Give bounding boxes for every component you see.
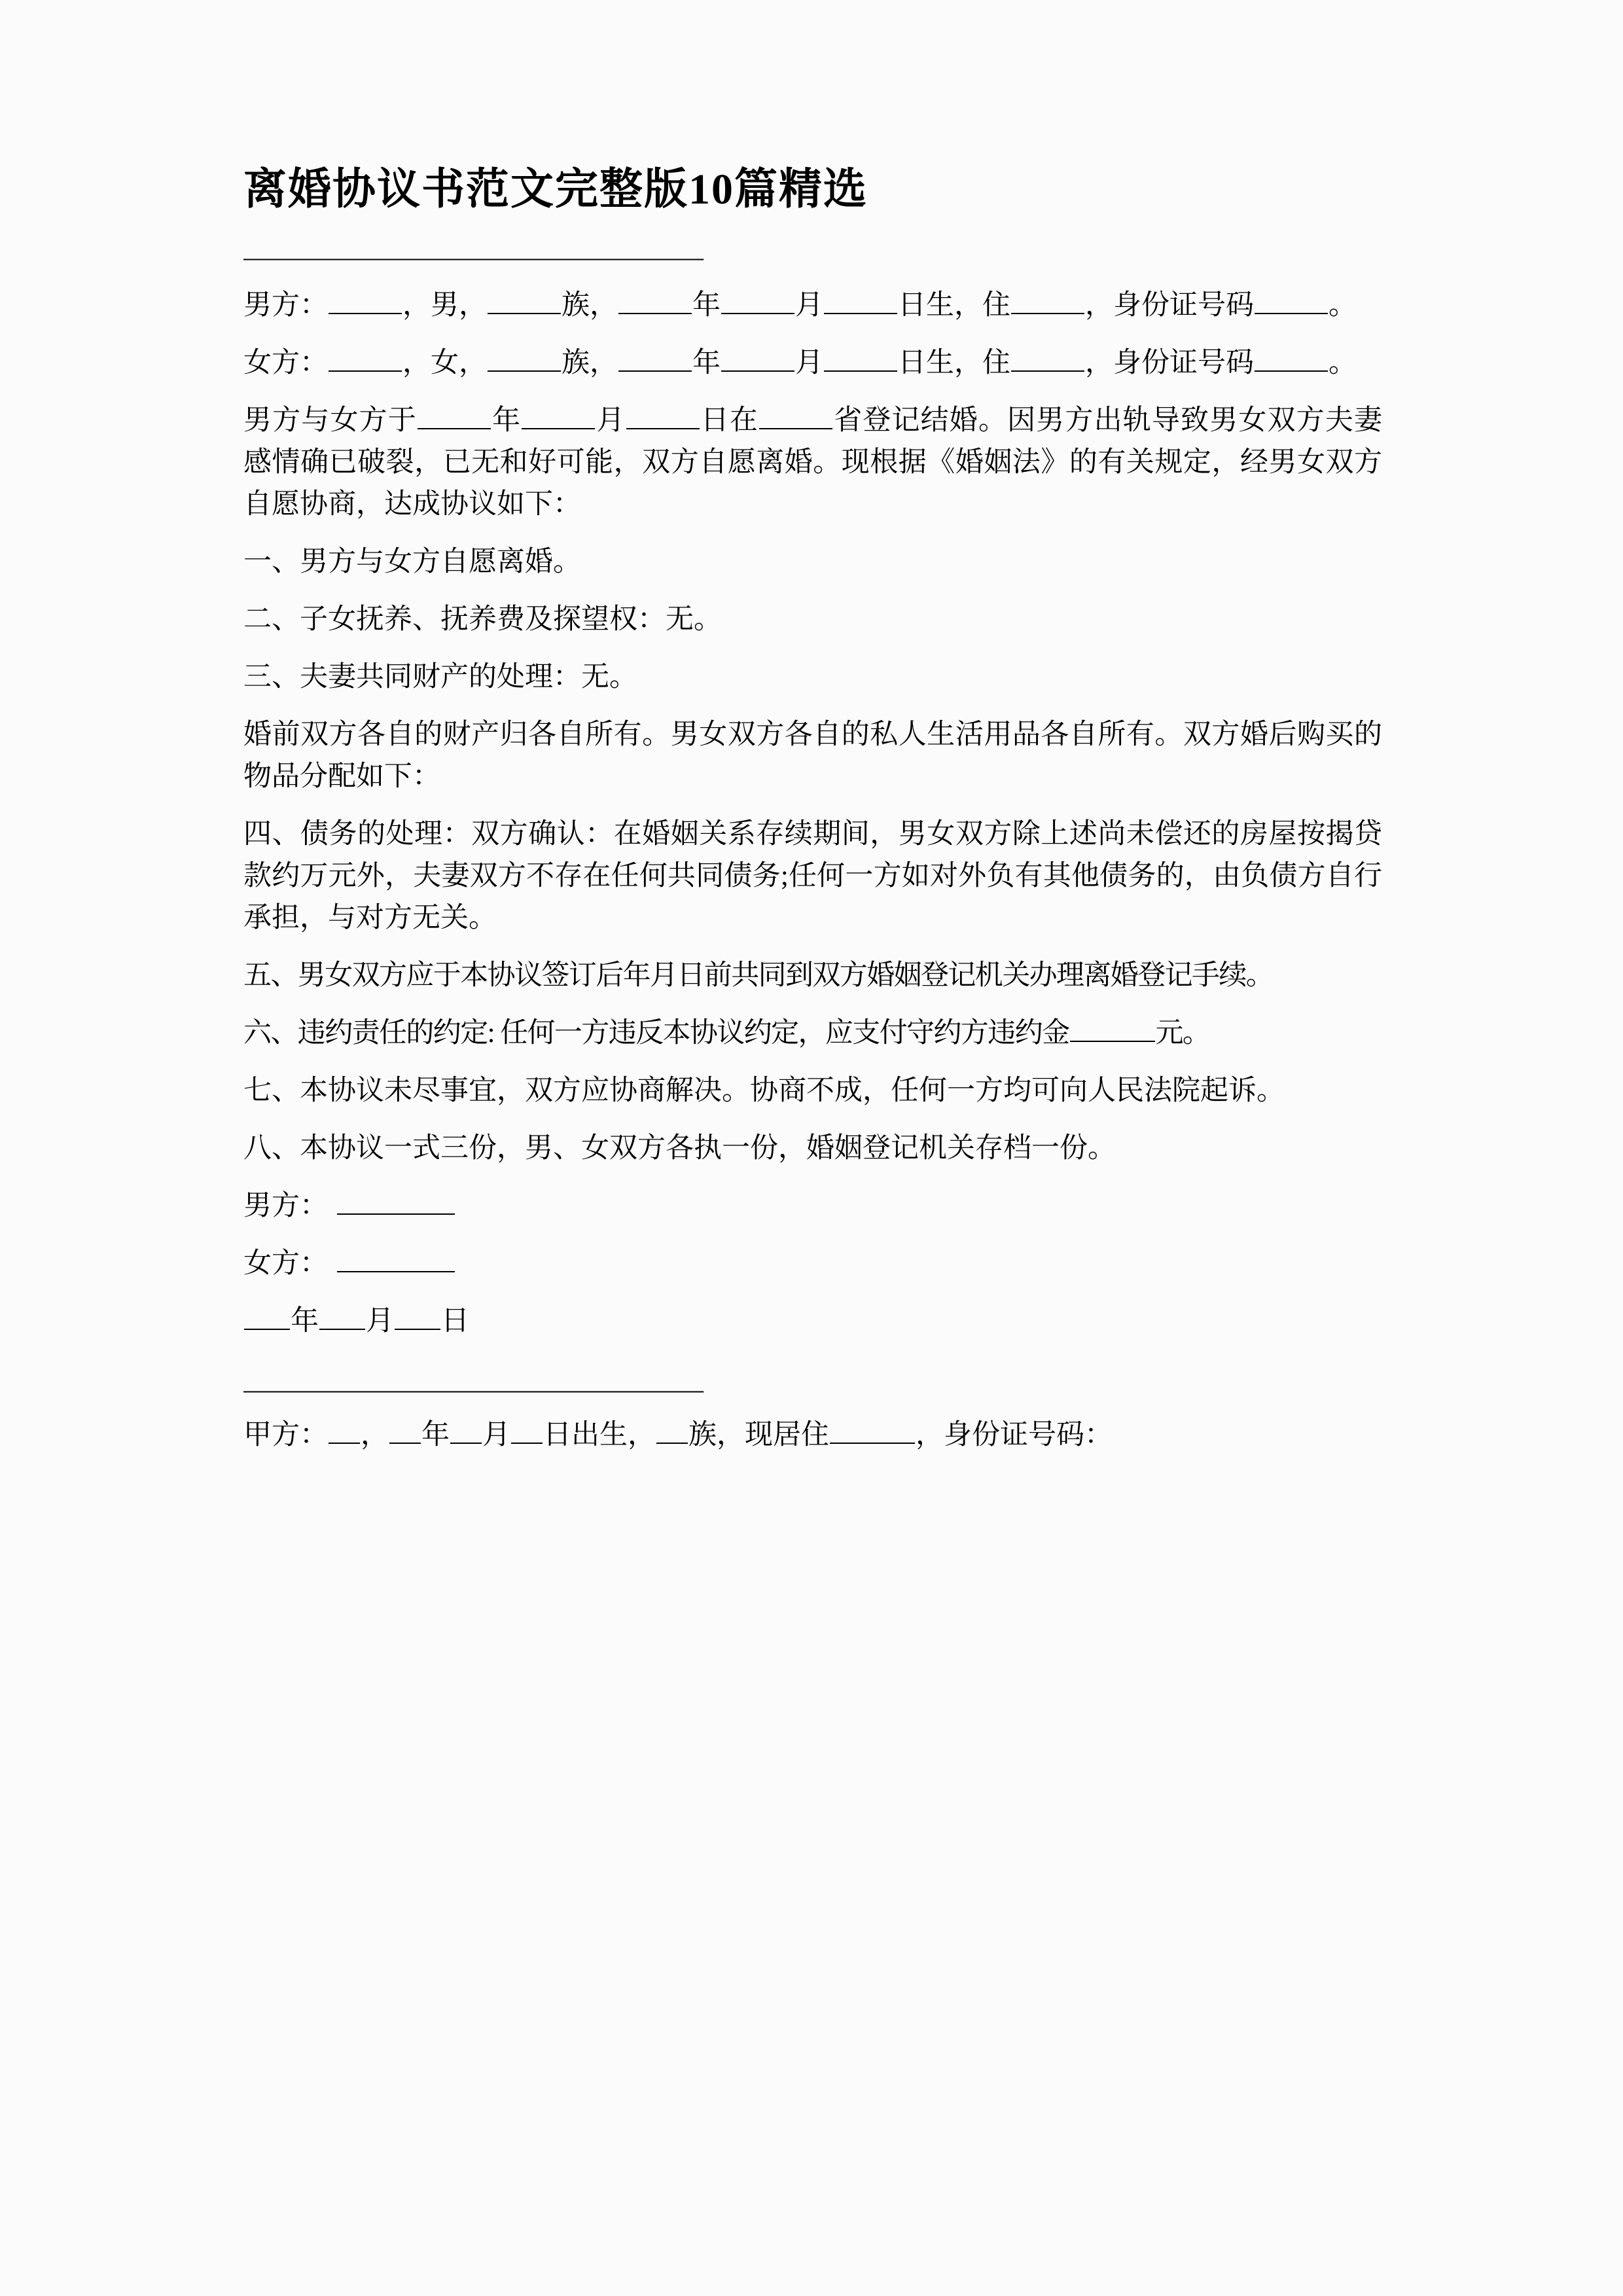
marriage-province-blank[interactable] [759,402,832,429]
female-birth-day-blank[interactable] [824,344,897,372]
clause-two: 二、子女抚养、抚养费及探望权：无。 [243,604,722,636]
party-a-address-blank[interactable] [830,1416,915,1444]
male-birth-month-blank[interactable] [721,287,794,314]
signature-male-blank[interactable] [337,1187,455,1215]
marriage-intro-text: 男方与女方于 [243,405,417,437]
party-a-year-blank[interactable] [389,1416,421,1444]
clause-seven: 七、本协议未尽事宜，双方应协商解决。协商不成，任何一方均可向人民法院起诉。 [243,1075,1285,1107]
marriage-year-blank[interactable] [418,402,491,429]
male-gender-text: ，男， [402,290,487,321]
clause-four: 四、债务的处理：双方确认：在婚姻关系存续期间，男女双方除上述尚未偿还的房屋按揭贷款约万元外，夫妻双方不存在任何共同债务;任何一方如对外负有其他债务的，由负债方自行承担，与对方无关。 [243,819,1382,934]
document-content [243,0,1382,1464]
male-birth-day-blank[interactable] [824,287,897,314]
male-id-blank[interactable] [1255,287,1328,314]
clause-six [243,1005,1382,1062]
party-a-year-text: 年 [421,1420,450,1451]
paragraph-party-a [243,1407,1382,1464]
female-birth-month-blank[interactable] [721,344,794,372]
party-a-id-label: ，身份证号码： [916,1420,1113,1451]
party-a-birth-text: 日出生， [543,1420,656,1451]
male-ethnicity-text: 族， [562,290,618,321]
female-ethnicity-text: 族， [562,348,618,379]
divider-bottom: —————————————————— [243,1374,703,1405]
clause-five: 五、男女双方应于本协议签订后年月日前共同到双方婚姻登记机关办理离婚登记手续。 [243,960,1274,992]
female-address-blank[interactable] [1011,344,1084,372]
signature-year-text: 年 [291,1306,319,1337]
signature-day-text: 日 [441,1306,469,1337]
signature-year-blank[interactable] [244,1302,290,1330]
marriage-month-blank[interactable] [522,402,595,429]
penalty-amount-blank[interactable] [1070,1014,1155,1042]
paragraph-male-party [243,277,1382,334]
signature-male [243,1177,1382,1235]
signature-female-label: 女方： [243,1248,328,1280]
marriage-body-text: 省登记结婚。因男方出轨导致男女双方夫妻感情确已破裂，已无和好可能，双方自愿离婚。现根据《婚姻法》的有关规定，经男女双方自愿协商，达成协议如下： [243,405,1382,520]
party-a-month-blank[interactable] [450,1416,482,1444]
divider-top: —————————————————— [243,242,703,272]
male-name-blank[interactable] [329,287,402,314]
female-period: 。 [1329,348,1357,379]
page-title: 离婚协议书范文完整版10篇精选 [243,166,868,213]
clause-three: 三、夫妻共同财产的处理：无。 [243,662,637,693]
male-period: 。 [1329,290,1357,321]
marriage-day-blank[interactable] [626,402,700,429]
signature-month-blank[interactable] [319,1302,365,1330]
paragraph-marriage-registration [243,392,1382,533]
signature-date [243,1293,1382,1350]
male-id-label: ，身份证号码 [1085,290,1254,321]
female-day-text: 日生，住 [898,348,1010,379]
female-ethnicity-blank[interactable] [488,344,561,372]
party-a-month-text: 月 [482,1420,510,1451]
clause-six-text: 六、违约责任的约定: 任何一方违反本协议约定，应支付守约方违约金 [243,1018,1069,1049]
marriage-day-text: 日在 [700,405,759,437]
female-party-label: 女方： [243,348,328,379]
party-a-label: 甲方： [243,1420,328,1451]
clause-six-unit: 元。 [1155,1018,1210,1049]
signature-day-blank[interactable] [395,1302,440,1330]
female-id-label: ，身份证号码 [1085,348,1254,379]
signature-male-label: 男方： [243,1191,328,1222]
male-year-text: 年 [692,290,721,321]
signature-female [243,1235,1382,1293]
male-ethnicity-blank[interactable] [488,287,561,314]
female-month-text: 月 [795,348,823,379]
female-gender-text: ，女， [402,348,487,379]
signature-female-blank[interactable] [337,1245,455,1272]
clause-eight: 八、本协议一式三份，男、女双方各执一份，婚姻登记机关存档一份。 [243,1133,1116,1164]
female-name-blank[interactable] [329,344,402,372]
female-year-text: 年 [692,348,721,379]
signature-month-text: 月 [366,1306,394,1337]
female-id-blank[interactable] [1255,344,1328,372]
party-a-name-blank[interactable] [329,1416,360,1444]
clause-one: 一、男方与女方自愿离婚。 [243,547,581,578]
party-a-ethnicity-text: 族，现居住 [688,1420,829,1451]
party-a-comma: ， [361,1420,389,1451]
marriage-year-text: 年 [491,405,522,437]
male-party-label: 男方： [243,290,328,321]
male-month-text: 月 [795,290,823,321]
marriage-month-text: 月 [596,405,626,437]
male-address-blank[interactable] [1011,287,1084,314]
party-a-day-blank[interactable] [511,1416,543,1444]
party-a-ethnicity-blank[interactable] [656,1416,688,1444]
paragraph-female-party [243,334,1382,392]
clause-three-detail: 婚前双方各自的财产归各自所有。男女双方各自的私人生活用品各自所有。双方婚后购买的物品分配如下： [243,719,1382,793]
female-birth-year-blank[interactable] [618,344,692,372]
male-day-text: 日生，住 [898,290,1010,321]
male-birth-year-blank[interactable] [618,287,692,314]
